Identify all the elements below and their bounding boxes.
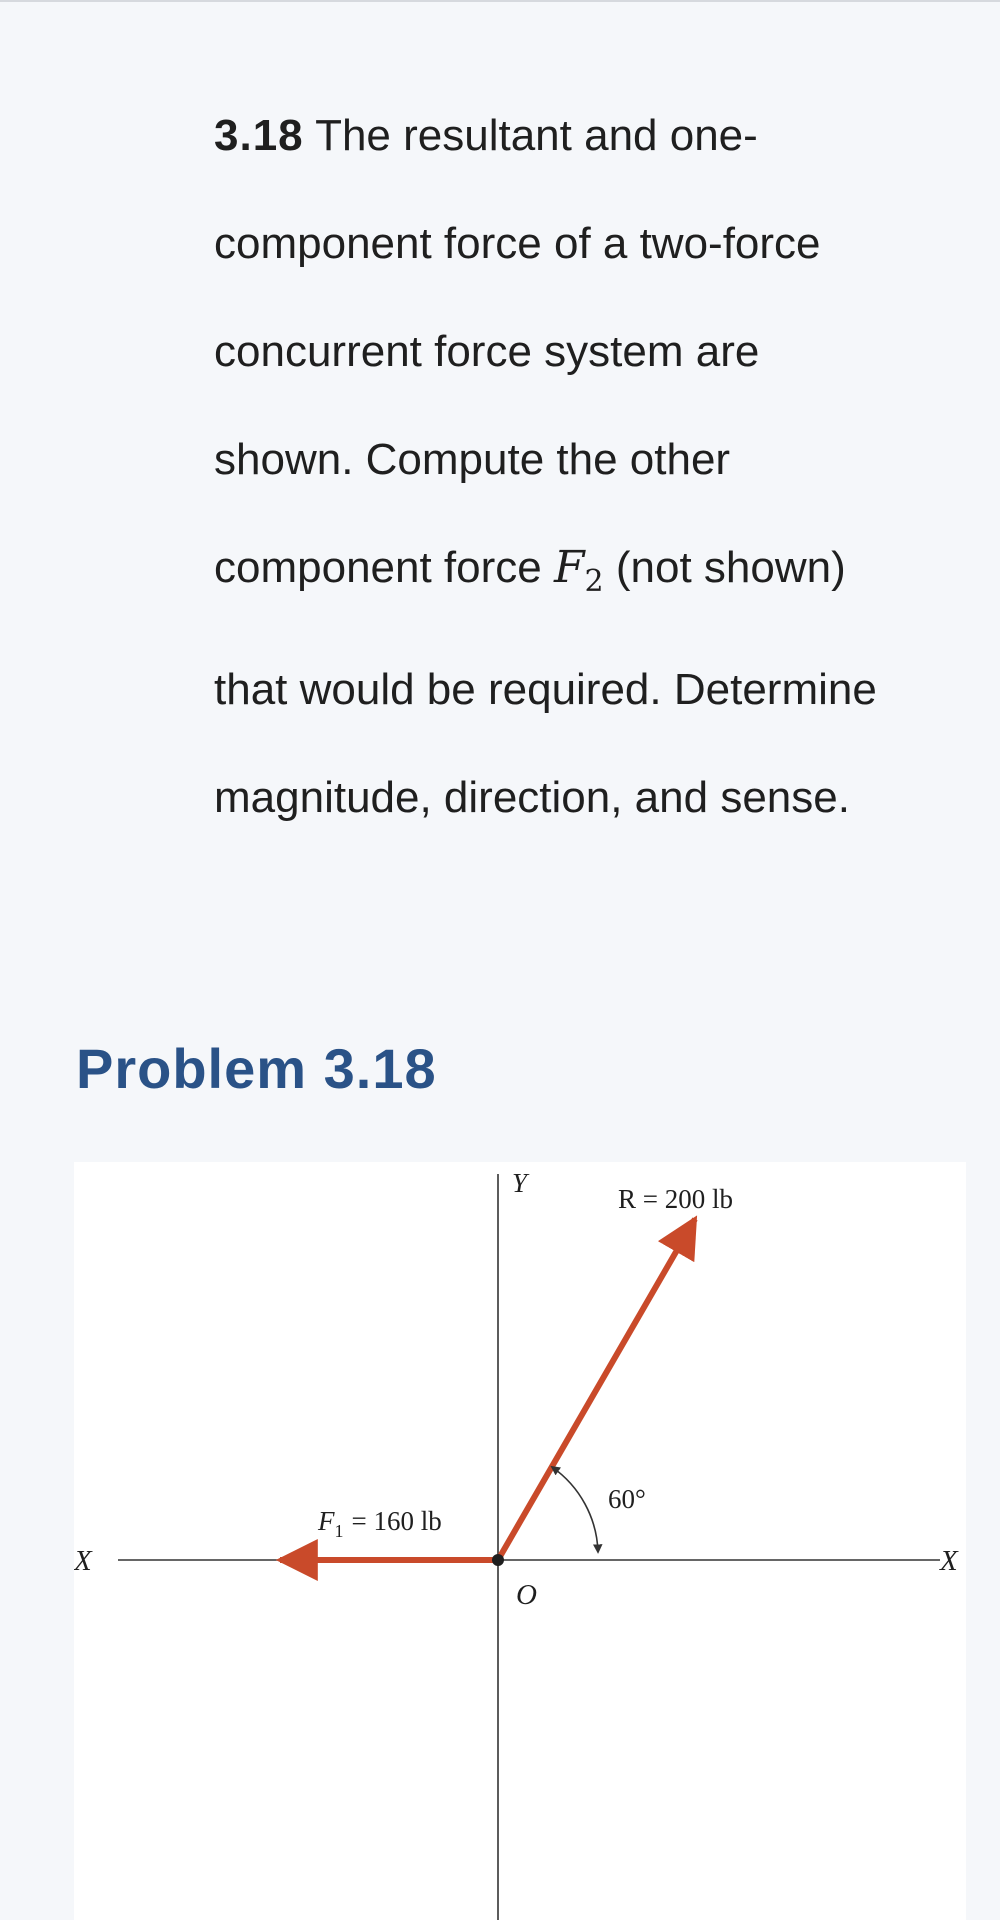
problem-line-1 <box>214 82 974 190</box>
problem-line-5 <box>214 514 974 636</box>
problem-text-segment: component force <box>214 543 542 592</box>
problem-line-2: component force of a two-force <box>214 219 821 268</box>
resultant-vector <box>498 1219 695 1560</box>
f2-subscript: 2 <box>584 564 604 599</box>
angle-label: 60° <box>608 1484 646 1514</box>
origin-label: O <box>516 1579 537 1611</box>
f2-symbol: F <box>553 542 585 593</box>
angle-arc <box>552 1467 598 1552</box>
f1-value: = 160 lb <box>351 1506 442 1536</box>
problem-number: 3.18 <box>214 111 304 160</box>
origin-dot <box>492 1554 504 1566</box>
problem-line-7: magnitude, direction, and sense. <box>214 773 850 822</box>
force-diagram-panel <box>74 1162 966 1920</box>
resultant-label: R = 200 lb <box>618 1184 733 1214</box>
problem-text-segment: (not shown) <box>615 543 846 592</box>
problem-line-6: that would be required. Determine <box>214 665 877 714</box>
x-axis-label-right: X <box>940 1545 958 1577</box>
y-axis-label: Y <box>512 1168 528 1198</box>
problem-line-3: concurrent force system are <box>214 327 760 376</box>
section-heading: Problem 3.18 <box>76 1037 437 1100</box>
f1-symbol: F <box>318 1506 335 1536</box>
f1-label <box>317 1506 442 1541</box>
problem-text-segment: The resultant and one- <box>315 111 758 160</box>
x-axis-label-left: X <box>74 1545 92 1577</box>
top-divider <box>0 0 1000 2</box>
force-diagram <box>74 1162 966 1920</box>
f1-subscript: 1 <box>334 1521 344 1541</box>
problem-statement <box>214 82 974 852</box>
problem-line-4: shown. Compute the other <box>214 435 731 484</box>
